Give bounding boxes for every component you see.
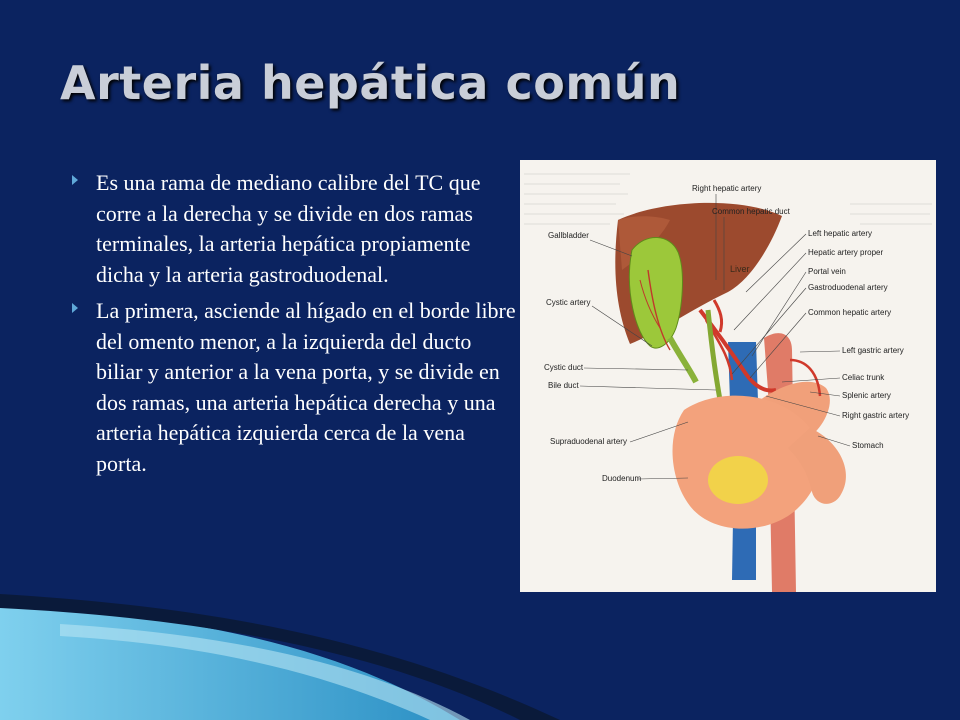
triangle-bullet-icon xyxy=(72,175,78,185)
decorative-wave xyxy=(0,580,960,720)
label-right-gastric-artery: Right gastric artery xyxy=(842,411,910,420)
label-bile-duct: Bile duct xyxy=(548,381,579,390)
label-liver: Liver xyxy=(730,264,750,274)
label-splenic-artery: Splenic artery xyxy=(842,391,891,400)
label-cystic-duct: Cystic duct xyxy=(544,363,584,372)
triangle-bullet-icon xyxy=(72,303,78,313)
bullet-list xyxy=(72,168,520,485)
label-duodenum: Duodenum xyxy=(602,474,642,483)
label-left-hepatic-artery: Left hepatic artery xyxy=(808,229,873,238)
label-gallbladder: Gallbladder xyxy=(548,231,589,240)
bullet-item xyxy=(72,296,520,479)
label-left-gastric-artery: Left gastric artery xyxy=(842,346,904,355)
hepatic-anatomy-illustration xyxy=(520,160,936,592)
label-right-hepatic-artery: Right hepatic artery xyxy=(692,184,762,193)
label-cystic-artery: Cystic artery xyxy=(546,298,591,307)
label-common-hepatic-artery: Common hepatic artery xyxy=(808,308,892,317)
anatomy-figure xyxy=(520,160,936,592)
label-portal-vein: Portal vein xyxy=(808,267,846,276)
bullet-text: La primera, asciende al hígado en el borde libre del omento menor, a la izquierda del ducto biliar y anterior a la vena porta, y se divide en dos ramas, una arteria hepática derecha y una arteria hepática izquierda cerca de la vena porta. xyxy=(96,298,516,476)
label-stomach: Stomach xyxy=(852,441,884,450)
label-gastroduodenal-artery: Gastroduodenal artery xyxy=(808,283,888,292)
label-supraduodenal-artery: Supraduodenal artery xyxy=(550,437,627,446)
bullet-item xyxy=(72,168,520,290)
label-celiac-trunk: Celiac trunk xyxy=(842,373,885,382)
bullet-text: Es una rama de mediano calibre del TC que corre a la derecha y se divide en dos ramas terminales, la arteria hepática propiamente dicha y la arteria gastroduodenal. xyxy=(96,170,481,287)
label-hepatic-artery-proper: Hepatic artery proper xyxy=(808,248,884,257)
slide-title: Arteria hepática común xyxy=(60,56,681,110)
label-common-hepatic-duct: Common hepatic duct xyxy=(712,207,790,216)
